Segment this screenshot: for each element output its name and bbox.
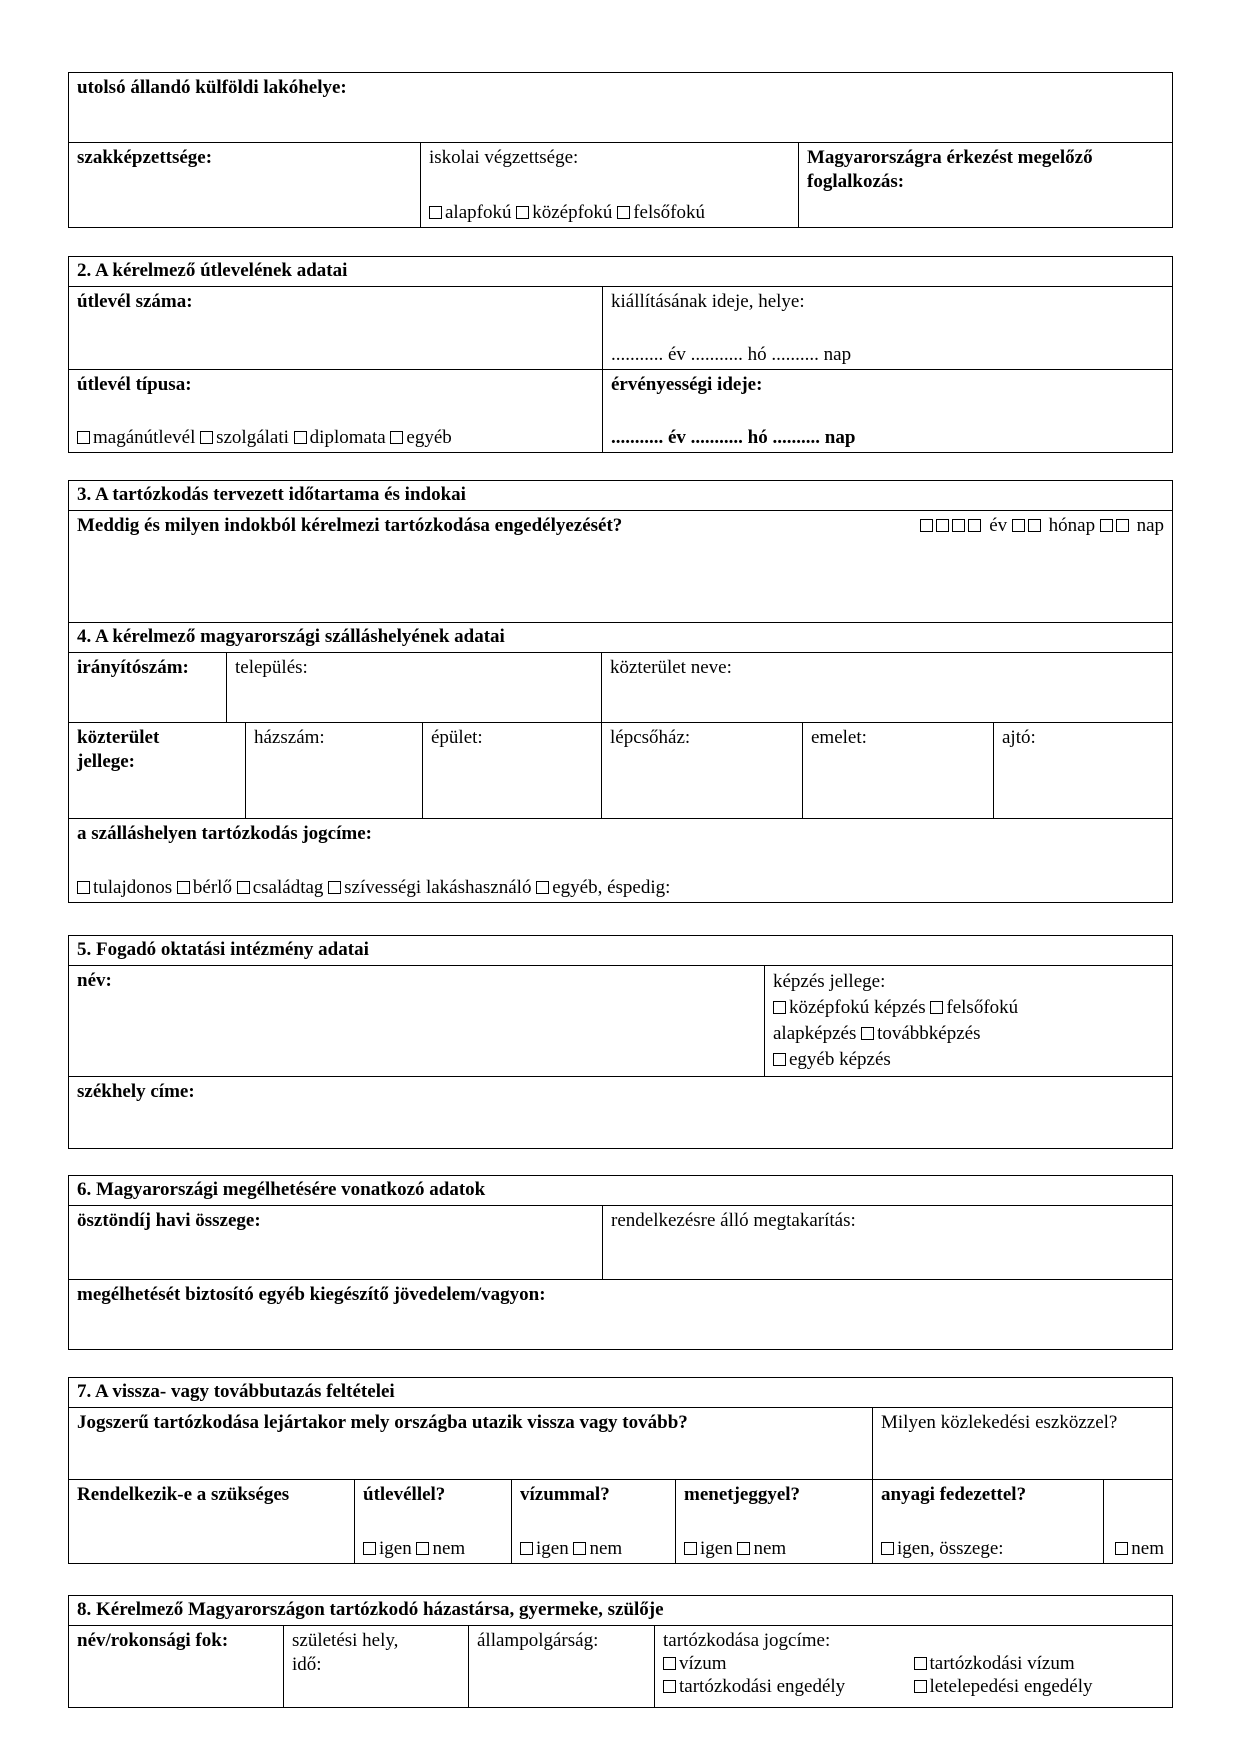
- issue-date: ........... év ........... hó .......... nap: [611, 344, 852, 365]
- institution-name-label: név:: [77, 970, 112, 991]
- validity-label: érvényességi ideje:: [611, 374, 763, 395]
- option-egyeb-jogcim: egyéb, éspedig:: [552, 877, 671, 898]
- floor-field[interactable]: [803, 723, 994, 819]
- transport-field[interactable]: [873, 1408, 1173, 1480]
- family-table: [68, 1595, 1173, 1708]
- passport-number-field[interactable]: [69, 287, 603, 370]
- section-2-title: 2. A kérelmező útlevelének adatai: [69, 257, 1173, 287]
- staircase-field[interactable]: [602, 723, 803, 819]
- ticket-yes-label: igen: [700, 1538, 733, 1559]
- option-kozepfoku-kepzes: középfokú képzés: [789, 997, 926, 1018]
- return-country-field[interactable]: [69, 1408, 873, 1480]
- qualification-field[interactable]: [69, 143, 421, 228]
- section-6-title: 6. Magyarországi megélhetésére vonatkozó adatok: [69, 1176, 1173, 1206]
- section-5-title: 5. Fogadó oktatási intézmény adatai: [69, 936, 1173, 966]
- city-label: település:: [235, 657, 308, 678]
- institution-table: [68, 935, 1173, 1149]
- section-3-title: 3. A tartózkodás tervezett időtartama és indokai: [69, 481, 1173, 511]
- passport-check-cell: [355, 1480, 512, 1564]
- birth-label-1: születési hely,: [292, 1630, 399, 1651]
- has-required-label: Rendelkezik-e a szükséges: [77, 1484, 290, 1505]
- citizenship-label: állampolgárság:: [477, 1630, 599, 1651]
- option-tartozkodasi-engedely: tartózkodási engedély: [679, 1676, 846, 1697]
- relative-name-label: név/rokonsági fok:: [77, 1630, 229, 1651]
- funds-no-cell: [1104, 1480, 1173, 1564]
- checkbox-egyeb-jogcim[interactable]: [536, 881, 549, 894]
- birth-field[interactable]: [284, 1626, 469, 1708]
- checkbox-szivessegi[interactable]: [328, 881, 341, 894]
- month-digit-box[interactable]: [1012, 519, 1025, 532]
- checkbox-felsofoku-alapkepzes[interactable]: [930, 1001, 943, 1014]
- month-digit-box[interactable]: [1028, 519, 1041, 532]
- option-tovabbkepzes: továbbképzés: [877, 1023, 981, 1044]
- house-number-field[interactable]: [246, 723, 423, 819]
- issue-label: kiállításának ideje, helye:: [611, 291, 805, 312]
- title-of-stay-options: [77, 876, 670, 900]
- checkbox-vizum[interactable]: [663, 1657, 676, 1670]
- option-csaladtag: családtag: [252, 877, 324, 898]
- visa-no-label: nem: [589, 1538, 623, 1559]
- day-digit-box[interactable]: [1100, 519, 1113, 532]
- option-tulajdonos: tulajdonos: [93, 877, 173, 898]
- option-felsofoku: felsőfokú: [946, 997, 1019, 1018]
- street-label: közterület neve:: [610, 657, 732, 678]
- checkbox-ticket-no[interactable]: [737, 1542, 750, 1555]
- option-felsofoku: felsőfokú: [633, 202, 705, 223]
- education-options: [429, 201, 705, 225]
- other-income-field[interactable]: [69, 1280, 1173, 1350]
- stay-reason-field[interactable]: [69, 511, 1173, 623]
- section-8-title: 8. Kérelmező Magyarországon tartózkodó házastársa, gyermeke, szülője: [69, 1596, 1173, 1626]
- option-kozepfoku: középfokú: [532, 202, 613, 223]
- duration-boxes: [920, 514, 1164, 538]
- stay-accommodation-table: [68, 480, 1173, 903]
- stay-title-field: [655, 1626, 1173, 1708]
- institution-name-field[interactable]: [69, 966, 765, 1077]
- option-alapkepzes: alapképzés: [773, 1023, 857, 1044]
- prev-occupation-field[interactable]: [799, 143, 1173, 228]
- option-letelepedesi-engedely: letelepedési engedély: [929, 1676, 1093, 1697]
- building-field[interactable]: [423, 723, 602, 819]
- birth-label-2: idő:: [292, 1654, 322, 1675]
- ticket-check-cell: [676, 1480, 873, 1564]
- residence-table: [68, 72, 1173, 228]
- checkbox-kozepfoku[interactable]: [516, 206, 529, 219]
- savings-field[interactable]: [603, 1206, 1173, 1280]
- option-alapfoku: alapfokú: [445, 202, 512, 223]
- stay-question: Meddig és milyen indokból kérelmezi tartózkodása engedélyezését?: [77, 515, 623, 536]
- passport-question: útlevéllel?: [363, 1484, 446, 1505]
- checkbox-passport-no[interactable]: [416, 1542, 429, 1555]
- funds-no-label: nem: [1131, 1538, 1164, 1559]
- checkbox-diplomata[interactable]: [294, 431, 307, 444]
- door-label: ajtó:: [1002, 727, 1036, 748]
- validity-date: ........... év ........... hó .......... nap: [611, 427, 856, 448]
- option-diplomata: diplomata: [309, 427, 386, 448]
- checkbox-tulajdonos[interactable]: [77, 881, 90, 894]
- month-label: hónap: [1048, 515, 1096, 536]
- last-residence-field[interactable]: [69, 73, 1173, 143]
- passport-type-field: [69, 370, 603, 453]
- education-field: [421, 143, 799, 228]
- checkbox-tartozkodasi-vizum[interactable]: [914, 1657, 927, 1670]
- option-szolgalati: szolgálati: [216, 427, 289, 448]
- prev-occupation-label: Magyarországra érkezést megelőző foglalkozás:: [807, 147, 1093, 192]
- city-field[interactable]: [227, 653, 602, 723]
- checkbox-szolgalati[interactable]: [200, 431, 213, 444]
- option-egyeb-kepzes: egyéb képzés: [789, 1049, 891, 1070]
- subsistence-table: [68, 1175, 1173, 1350]
- visa-yes-label: igen: [536, 1538, 569, 1559]
- street-type-label-2: jellege:: [77, 751, 136, 772]
- option-berlo: bérlő: [192, 877, 232, 898]
- passport-type-label: útlevél típusa:: [77, 374, 192, 395]
- visa-question: vízummal?: [520, 1484, 610, 1505]
- day-label: nap: [1136, 515, 1165, 536]
- citizenship-field[interactable]: [469, 1626, 655, 1708]
- house-number-label: házszám:: [254, 727, 325, 748]
- street-field[interactable]: [602, 653, 1173, 723]
- checkbox-maganutlevel[interactable]: [77, 431, 90, 444]
- funds-question: anyagi fedezettel?: [881, 1484, 1027, 1505]
- relative-name-field[interactable]: [69, 1626, 284, 1708]
- checkbox-berlo[interactable]: [177, 881, 190, 894]
- building-label: épület:: [431, 727, 483, 748]
- validity-field[interactable]: [603, 370, 1173, 453]
- checkbox-felsofoku[interactable]: [617, 206, 630, 219]
- door-field[interactable]: [994, 723, 1173, 819]
- scholarship-field[interactable]: [69, 1206, 603, 1280]
- transport-label: Milyen közlekedési eszközzel?: [881, 1412, 1118, 1433]
- checkbox-funds-no[interactable]: [1115, 1542, 1128, 1555]
- checkbox-egyeb-kepzes[interactable]: [773, 1053, 786, 1066]
- checkbox-egyeb[interactable]: [390, 431, 403, 444]
- checkbox-alapfoku[interactable]: [429, 206, 442, 219]
- checkbox-tartozkodasi-engedely[interactable]: [663, 1680, 676, 1693]
- funds-check-cell: [873, 1480, 1104, 1564]
- passport-no-label: nem: [432, 1538, 466, 1559]
- checkbox-visa-yes[interactable]: [520, 1542, 533, 1555]
- passport-yes-label: igen: [379, 1538, 412, 1559]
- title-of-stay-label: a szálláshelyen tartózkodás jogcíme:: [77, 823, 372, 844]
- option-maganutlevel: magánútlevél: [93, 427, 196, 448]
- seat-address-field[interactable]: [69, 1077, 1173, 1149]
- return-country-question: Jogszerű tartózkodása lejártakor mely országba utazik vissza vagy tovább?: [77, 1412, 688, 1433]
- passport-issue-field[interactable]: [603, 287, 1173, 370]
- checkbox-kozepfoku-kepzes[interactable]: [773, 1001, 786, 1014]
- stay-title-label: tartózkodása jogcíme:: [663, 1630, 831, 1651]
- year-digit-box[interactable]: [968, 519, 981, 532]
- year-digit-box[interactable]: [952, 519, 965, 532]
- floor-label: emelet:: [811, 727, 867, 748]
- passport-type-options: [77, 426, 452, 450]
- staircase-label: lépcsőház:: [610, 727, 691, 748]
- checkbox-tovabbkepzes[interactable]: [861, 1027, 874, 1040]
- title-of-stay-field: [69, 819, 1173, 903]
- checkbox-ticket-yes[interactable]: [684, 1542, 697, 1555]
- year-digit-box[interactable]: [936, 519, 949, 532]
- option-szivessegi: szívességi lakáshasználó: [344, 877, 532, 898]
- training-type-label: képzés jellege:: [773, 971, 886, 992]
- zip-label: irányítószám:: [77, 657, 189, 678]
- seat-address-label: székhely címe:: [77, 1081, 195, 1102]
- other-income-label: megélhetését biztosító egyéb kiegészítő jövedelem/vagyon:: [77, 1284, 546, 1305]
- checkbox-visa-no[interactable]: [573, 1542, 586, 1555]
- year-label: év: [989, 515, 1008, 536]
- option-egyeb: egyéb: [406, 427, 452, 448]
- return-table: [68, 1377, 1173, 1564]
- training-type-field: [765, 966, 1173, 1077]
- education-label: iskolai végzettsége:: [429, 147, 579, 168]
- passport-table: [68, 256, 1173, 453]
- option-vizum: vízum: [679, 1653, 727, 1674]
- scholarship-label: ösztöndíj havi összege:: [77, 1210, 261, 1231]
- funds-yes-label: igen, összege:: [897, 1538, 1004, 1559]
- checkbox-letelepedesi-engedely[interactable]: [914, 1680, 927, 1693]
- zip-field[interactable]: [69, 653, 227, 723]
- section-7-title: 7. A vissza- vagy továbbutazás feltételei: [69, 1378, 1173, 1408]
- ticket-no-label: nem: [753, 1538, 787, 1559]
- year-digit-box[interactable]: [920, 519, 933, 532]
- last-residence-label: utolsó állandó külföldi lakóhelye:: [77, 77, 347, 98]
- checkbox-passport-yes[interactable]: [363, 1542, 376, 1555]
- has-required-cell: [69, 1480, 355, 1564]
- option-tartozkodasi-vizum: tartózkodási vízum: [929, 1653, 1075, 1674]
- street-type-label-1: közterület: [77, 727, 160, 748]
- visa-check-cell: [512, 1480, 676, 1564]
- section-4-title: 4. A kérelmező magyarországi szálláshelyének adatai: [69, 623, 1173, 653]
- savings-label: rendelkezésre álló megtakarítás:: [611, 1210, 856, 1231]
- passport-number-label: útlevél száma:: [77, 291, 193, 312]
- qualification-label: szakképzettsége:: [77, 147, 213, 168]
- day-digit-box[interactable]: [1116, 519, 1129, 532]
- street-type-field[interactable]: [69, 723, 246, 819]
- checkbox-funds-yes[interactable]: [881, 1542, 894, 1555]
- checkbox-csaladtag[interactable]: [237, 881, 250, 894]
- ticket-question: menetjeggyel?: [684, 1484, 801, 1505]
